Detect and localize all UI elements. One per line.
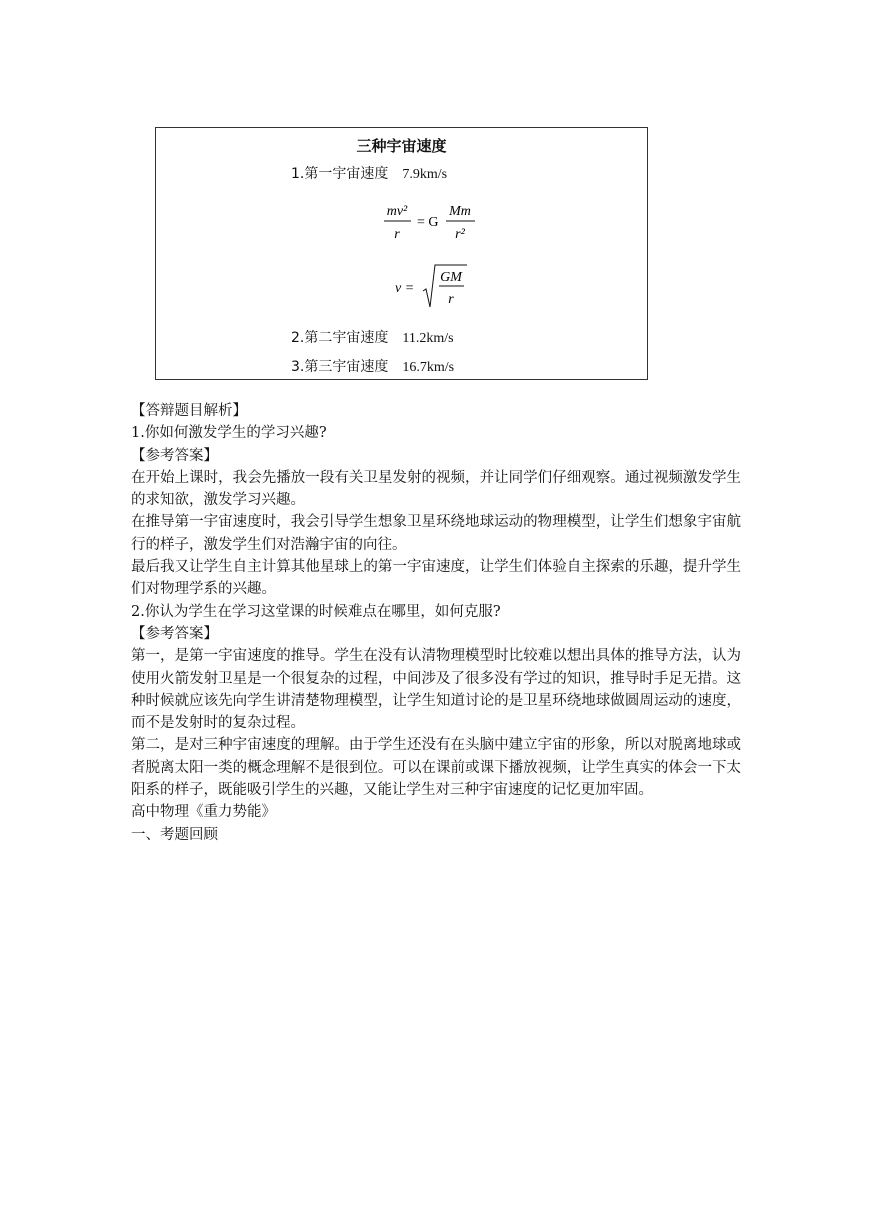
second-velocity-label: 2.第二宇宙速度 bbox=[291, 330, 389, 346]
document-body bbox=[131, 400, 741, 846]
velocity-equation bbox=[393, 261, 473, 313]
section-heading-defense-analysis: 【答辩题目解析】 bbox=[131, 403, 247, 419]
gravity-equation bbox=[381, 198, 481, 248]
reference-answer-heading: 【参考答案】 bbox=[131, 447, 218, 464]
answer-1-paragraph-2: 在推导第一宇宙速度时，我会引导学生想象卫星环绕地球运动的物理模型，让学生们想象宇宙航行的样子，激发学生们对浩瀚宇宙的向往。 bbox=[131, 514, 741, 553]
reference-answer-heading: 【参考答案】 bbox=[131, 625, 218, 642]
answer-2-paragraph-2: 第二，是对三种宇宙速度的理解。由于学生还没有在头脑中建立宇宙的形象，所以对脱离地球或者脱离太阳一类的概念理解不是很到位。可以在课前或课下播放视频，让学生真实的体会一下太阳系的样子，既能吸引学生的兴趣，又能让学生对三种宇宙速度的记忆更加牢固。 bbox=[131, 737, 741, 799]
cosmic-velocity-figure bbox=[155, 127, 648, 380]
third-cosmic-velocity-line bbox=[291, 356, 454, 376]
question-2: 2.你认为学生在学习这堂课的时候难点在哪里，如何克服? bbox=[131, 603, 501, 620]
figure-title: 三种宇宙速度 bbox=[356, 137, 447, 155]
second-velocity-value: 11.2km/s bbox=[402, 331, 454, 346]
exam-review-heading: 一、考题回顾 bbox=[131, 826, 218, 843]
eq2-lhs: v = bbox=[395, 281, 415, 296]
eq1-equals: = G bbox=[417, 215, 439, 230]
eq1-rhs-numerator: Mm bbox=[449, 204, 471, 219]
eq2-denominator: r bbox=[448, 292, 454, 307]
first-velocity-value: 7.9km/s bbox=[402, 167, 448, 182]
second-cosmic-velocity-line bbox=[291, 327, 454, 347]
third-velocity-label: 3.第三宇宙速度 bbox=[291, 359, 389, 375]
first-velocity-label: 1.第一宇宙速度 bbox=[291, 166, 389, 182]
eq1-lhs-denominator: r bbox=[394, 227, 400, 242]
third-velocity-value: 16.7km/s bbox=[402, 360, 455, 375]
eq1-lhs-numerator: mv² bbox=[386, 204, 408, 219]
question-1: 1.你如何激发学生的学习兴趣? bbox=[131, 425, 327, 442]
answer-1-paragraph-3: 最后我又让学生自主计算其他星球上的第一宇宙速度，让学生们体验自主探索的乐趣，提升学生们对物理学系的兴趣。 bbox=[131, 559, 741, 598]
answer-2-paragraph-1: 第一，是第一宇宙速度的推导。学生在没有认清物理模型时比较难以想出具体的推导方法，认为使用火箭发射卫星是一个很复杂的过程，中间涉及了很多没有学过的知识，推导时手足无措。这种时候就应该先向学生讲清楚物理模型，让学生知道讨论的是卫星环绕地球做圆周运动的速度，而不是发射时的复杂过程。 bbox=[131, 648, 741, 732]
eq2-numerator: GM bbox=[440, 270, 462, 285]
eq1-rhs-denominator: r² bbox=[455, 227, 465, 242]
answer-1-paragraph-1: 在开始上课时，我会先播放一段有关卫星发射的视频，并让同学们仔细观察。通过视频激发学生的求知欲，激发学习兴趣。 bbox=[131, 469, 741, 509]
next-topic-title: 高中物理《重力势能》 bbox=[131, 804, 276, 821]
first-cosmic-velocity-line bbox=[291, 163, 447, 183]
